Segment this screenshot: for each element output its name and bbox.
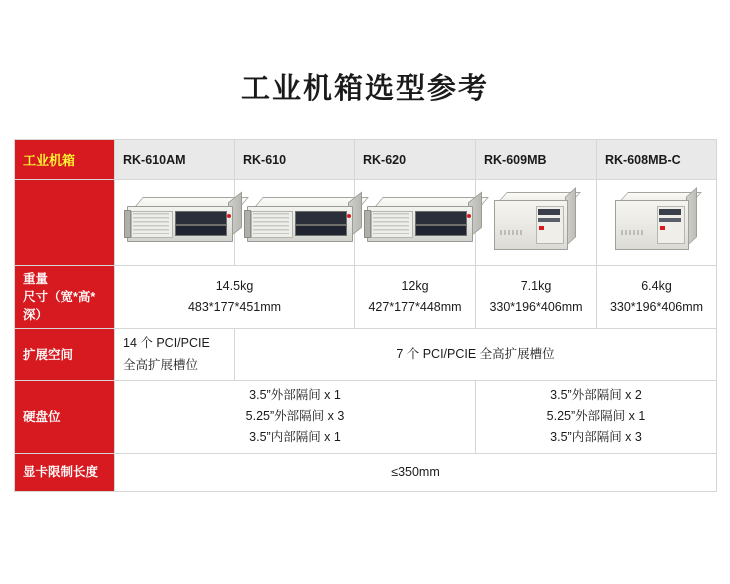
weight-cell-rk-609mb xyxy=(476,266,597,329)
wallmount-chassis-icon xyxy=(609,190,705,252)
row-label-line2: 尺寸（宽*高* xyxy=(23,290,96,305)
model-header-rk-620: RK-620 xyxy=(355,140,476,180)
chassis-spec-table xyxy=(14,139,717,492)
row-label-line3: 深） xyxy=(23,308,49,323)
wallmount-chassis-icon xyxy=(488,190,584,252)
gpu-length-cell: ≤350mm xyxy=(115,453,717,491)
expansion-line1: 7 个 PCI/PCIE 全高扩展槽位 xyxy=(396,347,555,361)
dimensions-value: 330*196*406mm xyxy=(489,300,583,315)
model-header-rk-610am: RK-610AM xyxy=(115,140,235,180)
row-label-drive-bays: 硬盘位 xyxy=(15,380,115,453)
drive-bay-line2: 5.25”外部隔间 x 1 xyxy=(546,409,646,424)
table-image-row xyxy=(15,180,717,266)
dimensions-value: 330*196*406mm xyxy=(609,300,704,315)
drive-bay-line3: 3.5”内部隔间 x 1 xyxy=(249,430,341,445)
table-row-drive-bays xyxy=(15,380,717,453)
drive-bay-line1: 3.5”外部隔间 x 1 xyxy=(249,387,341,402)
expansion-line2: 全高扩展槽位 xyxy=(123,357,199,372)
product-image-rk-609mb xyxy=(476,180,597,266)
expansion-line1: 14 个 PCI/PCIE xyxy=(123,336,210,351)
drive-bay-line3: 3.5”内部隔间 x 3 xyxy=(550,430,642,445)
row-label-expansion: 扩展空间 xyxy=(15,329,115,381)
table-row-gpu-length xyxy=(15,453,717,491)
table-corner-label: 工业机箱 xyxy=(15,140,115,180)
weight-value: 7.1kg xyxy=(520,278,552,293)
expansion-cell-rk-610am xyxy=(115,329,235,381)
product-image-rk-610 xyxy=(235,180,355,266)
expansion-cell-others xyxy=(235,329,717,381)
rackmount-chassis-icon xyxy=(363,192,481,250)
page-title: 工业机箱选型参考 xyxy=(240,73,489,105)
table-header-row xyxy=(15,140,717,180)
drive-bays-cell-rackmount xyxy=(115,380,476,453)
row-label-gpu-length: 显卡限制长度 xyxy=(15,453,115,491)
drive-bays-cell-wallmount xyxy=(476,380,717,453)
row-label-line1: 重量 xyxy=(23,272,49,286)
product-image-rk-610am xyxy=(115,180,235,266)
weight-cell-rk-610am-610 xyxy=(115,266,355,329)
dimensions-value: 427*177*448mm xyxy=(368,300,462,315)
model-header-rk-610: RK-610 xyxy=(235,140,355,180)
row-label-weight-dimensions xyxy=(15,266,115,329)
model-header-rk-608mb-c: RK-608MB-C xyxy=(597,140,717,180)
table-row-expansion xyxy=(15,329,717,381)
product-image-rk-620 xyxy=(355,180,476,266)
spec-table-container xyxy=(14,139,716,492)
weight-cell-rk-620 xyxy=(355,266,476,329)
weight-value: 12kg xyxy=(401,278,429,293)
drive-bay-line2: 5.25”外部隔间 x 3 xyxy=(245,409,345,424)
image-row-label xyxy=(15,180,115,266)
rackmount-chassis-icon xyxy=(243,192,361,250)
weight-cell-rk-608mb-c xyxy=(597,266,717,329)
dimensions-value: 483*177*451mm xyxy=(187,300,282,315)
drive-bay-line1: 3.5”外部隔间 x 2 xyxy=(550,387,642,402)
model-header-rk-609mb: RK-609MB xyxy=(476,140,597,180)
product-image-rk-608mb-c xyxy=(597,180,717,266)
weight-value: 14.5kg xyxy=(215,278,254,293)
rackmount-chassis-icon xyxy=(123,192,241,250)
weight-value: 6.4kg xyxy=(641,278,672,293)
table-row-weight-dimensions xyxy=(15,266,717,329)
